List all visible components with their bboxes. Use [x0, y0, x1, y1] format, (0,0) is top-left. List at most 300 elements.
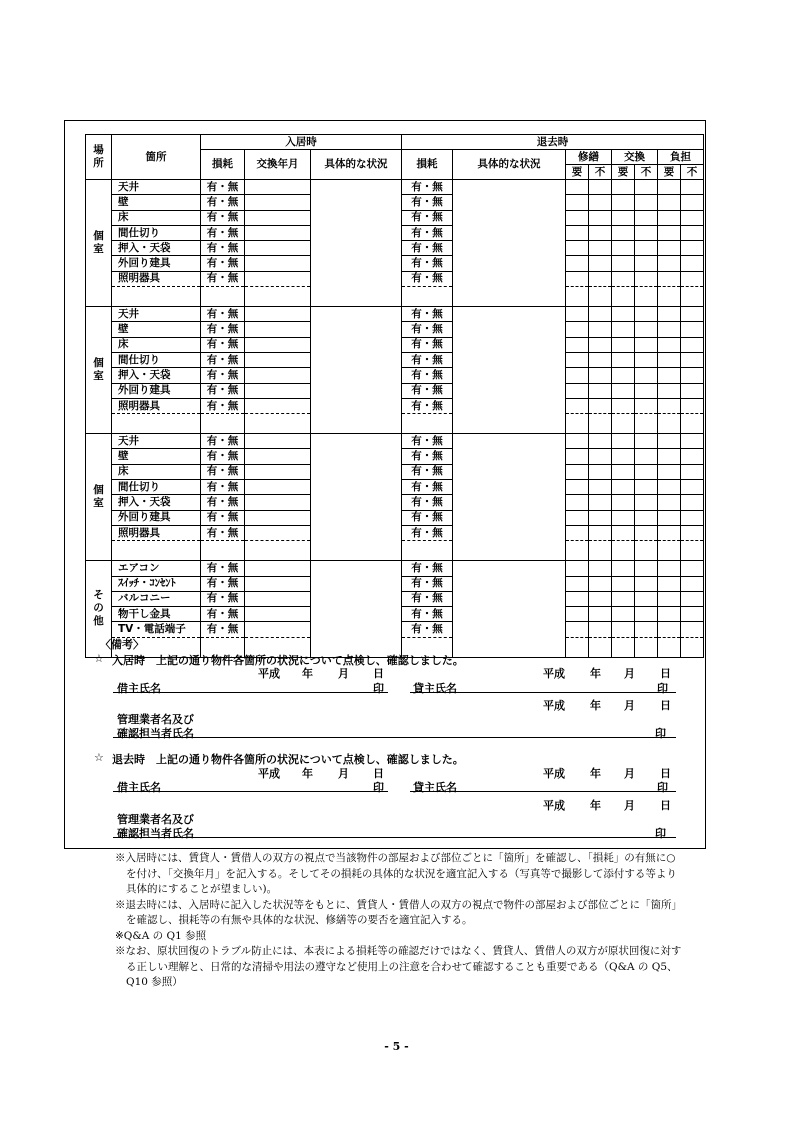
movein-damage: 有・無 [201, 591, 245, 606]
movein-damage: 有・無 [201, 271, 245, 286]
movein-tenant-line [113, 692, 388, 693]
item-name: バルコニー [112, 591, 201, 606]
check-cell [635, 195, 658, 210]
check-cell [589, 241, 612, 256]
movein-condition [311, 180, 402, 307]
check-cell [589, 449, 612, 464]
check-cell [681, 622, 704, 637]
item-name: 物干し金具 [112, 607, 201, 622]
replace-date [245, 591, 311, 606]
replace-date [245, 561, 311, 576]
moveout-damage: 有・無 [402, 271, 453, 286]
check-cell [658, 241, 681, 256]
check-cell [612, 241, 635, 256]
moveout-damage: 有・無 [402, 322, 453, 337]
moveout-damage: 有・無 [402, 383, 453, 398]
moveout-tenant-seal: 印 [373, 781, 384, 794]
check-cell [658, 525, 681, 540]
check-cell [635, 368, 658, 383]
moveout-landlord-day: 日 [660, 767, 671, 780]
moveout-damage [402, 541, 453, 561]
moveout-confirm-text: 退去時 上記の通り物件各箇所の状況について点検し、確認しました。 [112, 753, 464, 766]
check-cell [635, 495, 658, 510]
movein-damage: 有・無 [201, 322, 245, 337]
moveout-damage: 有・無 [402, 241, 453, 256]
item-name: 床 [112, 464, 201, 479]
table-row [86, 180, 704, 195]
check-cell [589, 271, 612, 286]
moveout-damage: 有・無 [402, 352, 453, 367]
moveout-damage: 有・無 [402, 510, 453, 525]
moveout-tenant-label: 借主氏名 [117, 781, 161, 794]
check-cell [635, 637, 658, 657]
check-cell [612, 607, 635, 622]
check-cell [658, 495, 681, 510]
header-movein-condition: 具体的な状況 [311, 150, 402, 180]
moveout-condition [453, 307, 566, 434]
replace-date [245, 510, 311, 525]
check-cell [681, 225, 704, 240]
check-cell [612, 464, 635, 479]
check-cell [566, 449, 589, 464]
replace-date [245, 414, 311, 434]
section-label-text: その他 [93, 589, 104, 628]
movein-damage [201, 414, 245, 434]
check-cell [681, 637, 704, 657]
header-exchange: 交換 [612, 150, 658, 165]
check-cell [681, 180, 704, 195]
movein-landlord-day: 日 [660, 667, 671, 680]
check-cell [635, 464, 658, 479]
check-cell [681, 210, 704, 225]
replace-date [245, 322, 311, 337]
check-cell [566, 241, 589, 256]
moveout-damage: 有・無 [402, 225, 453, 240]
check-cell [681, 561, 704, 576]
moveout-damage: 有・無 [402, 195, 453, 210]
check-cell [566, 352, 589, 367]
movein-manager-label-2: 確認担当者氏名 [117, 727, 194, 740]
check-cell [635, 256, 658, 271]
replace-date [245, 495, 311, 510]
check-cell [658, 383, 681, 398]
replace-date [245, 480, 311, 495]
check-cell [681, 510, 704, 525]
check-cell [635, 322, 658, 337]
moveout-tenant-era: 平成 [258, 767, 280, 780]
item-name: 外回り建具 [112, 256, 201, 271]
moveout-damage: 有・無 [402, 607, 453, 622]
movein-damage: 有・無 [201, 622, 245, 637]
movein-damage: 有・無 [201, 256, 245, 271]
table-body [86, 180, 704, 658]
check-cell [566, 464, 589, 479]
check-cell [681, 434, 704, 449]
star-icon: ☆ [94, 652, 104, 665]
check-cell [658, 287, 681, 307]
check-cell [589, 607, 612, 622]
check-cell [612, 637, 635, 657]
movein-manager-month: 月 [624, 699, 635, 712]
item-name: 照明器具 [112, 398, 201, 413]
moveout-damage: 有・無 [402, 495, 453, 510]
replace-date [245, 464, 311, 479]
check-cell [589, 322, 612, 337]
movein-damage: 有・無 [201, 464, 245, 479]
check-cell [681, 591, 704, 606]
check-cell [635, 241, 658, 256]
moveout-damage: 有・無 [402, 434, 453, 449]
check-cell [658, 607, 681, 622]
item-name: 天井 [112, 180, 201, 195]
item-name: エアコン [112, 561, 201, 576]
replace-date [245, 337, 311, 352]
check-cell [566, 256, 589, 271]
moveout-manager-label-1: 管理業者名及び [117, 813, 194, 826]
check-cell [658, 480, 681, 495]
check-cell [658, 591, 681, 606]
movein-damage: 有・無 [201, 561, 245, 576]
check-cell [658, 225, 681, 240]
check-cell [589, 637, 612, 657]
moveout-tenant-month: 月 [338, 767, 349, 780]
movein-landlord-seal: 印 [657, 682, 668, 695]
check-cell [589, 591, 612, 606]
check-cell [681, 576, 704, 591]
table-row [86, 434, 704, 449]
check-cell [681, 541, 704, 561]
check-cell [635, 271, 658, 286]
check-cell [658, 256, 681, 271]
replace-date [245, 307, 311, 322]
movein-damage: 有・無 [201, 525, 245, 540]
header-item: 箇所 [112, 135, 201, 180]
item-name: 間仕切り [112, 225, 201, 240]
moveout-tenant-line [113, 791, 388, 792]
moveout-damage [402, 287, 453, 307]
moveout-damage: 有・無 [402, 480, 453, 495]
check-cell [681, 368, 704, 383]
replace-date [245, 368, 311, 383]
check-cell [612, 449, 635, 464]
check-cell [681, 607, 704, 622]
movein-confirm-text: 入居時 上記の通り物件各箇所の状況について点検し、確認しました。 [112, 654, 464, 667]
check-cell [635, 414, 658, 434]
movein-manager-line [113, 737, 676, 738]
check-cell [566, 480, 589, 495]
check-cell [566, 591, 589, 606]
moveout-landlord-year: 年 [590, 767, 601, 780]
moveout-damage: 有・無 [402, 210, 453, 225]
movein-damage: 有・無 [201, 241, 245, 256]
movein-damage: 有・無 [201, 195, 245, 210]
replace-date [245, 256, 311, 271]
check-cell [566, 287, 589, 307]
moveout-damage: 有・無 [402, 449, 453, 464]
check-cell [612, 225, 635, 240]
movein-damage: 有・無 [201, 398, 245, 413]
moveout-manager-label-2: 確認担当者氏名 [117, 827, 194, 840]
movein-tenant-seal: 印 [373, 682, 384, 695]
footnote: ※退去時には、入居時に記入した状況等をもとに、賃貸人・賃借人の双方の視点で物件の部屋および部位ごとに「箇所」を確認し、損耗等の有無や具体的な状況、修繕等の要否を適宜記入する。 [115, 898, 682, 926]
check-cell [589, 495, 612, 510]
header-replace-date: 交換年月 [245, 150, 311, 180]
movein-damage: 有・無 [201, 607, 245, 622]
movein-manager-year: 年 [590, 699, 601, 712]
check-cell [589, 480, 612, 495]
movein-damage [201, 287, 245, 307]
moveout-damage: 有・無 [402, 591, 453, 606]
check-cell [681, 256, 704, 271]
moveout-damage: 有・無 [402, 622, 453, 637]
check-cell [589, 622, 612, 637]
section-label-text: 個室 [93, 484, 104, 510]
check-cell [566, 510, 589, 525]
check-cell [589, 414, 612, 434]
check-cell [681, 337, 704, 352]
check-cell [589, 510, 612, 525]
movein-manager-label-1: 管理業者名及び [117, 713, 194, 726]
movein-tenant-label: 借主氏名 [117, 682, 161, 695]
replace-date [245, 287, 311, 307]
moveout-damage: 有・無 [402, 525, 453, 540]
check-cell [566, 225, 589, 240]
inspection-table [85, 134, 704, 658]
moveout-damage: 有・無 [402, 307, 453, 322]
check-cell [635, 352, 658, 367]
item-name: 天井 [112, 434, 201, 449]
check-cell [635, 210, 658, 225]
moveout-landlord-month: 月 [624, 767, 635, 780]
check-cell [612, 414, 635, 434]
replace-date [245, 525, 311, 540]
section-label-text: 個室 [93, 357, 104, 383]
check-cell [635, 180, 658, 195]
header-moveout-damage: 損耗 [402, 150, 453, 180]
check-cell [612, 561, 635, 576]
item-name [112, 541, 201, 561]
replace-date [245, 398, 311, 413]
check-cell [612, 398, 635, 413]
check-cell [566, 525, 589, 540]
check-cell [635, 622, 658, 637]
moveout-landlord-seal: 印 [657, 781, 668, 794]
item-name: 照明器具 [112, 525, 201, 540]
header-burden: 負担 [658, 150, 704, 165]
moveout-condition [453, 180, 566, 307]
moveout-damage: 有・無 [402, 368, 453, 383]
moveout-tenant-year: 年 [302, 767, 313, 780]
check-cell [566, 195, 589, 210]
moveout-manager-month: 月 [624, 799, 635, 812]
item-name: 間仕切り [112, 480, 201, 495]
movein-damage: 有・無 [201, 337, 245, 352]
check-cell [658, 398, 681, 413]
moveout-damage: 有・無 [402, 464, 453, 479]
check-cell [658, 271, 681, 286]
header-burden-not: 不 [681, 165, 704, 180]
footnote: ※入居時には、賃貸人・賃借人の双方の視点で当該物件の部屋および部位ごとに「箇所」を確認し、「損耗」の有無に○を付け、「交換年月」を記入する。そしてその損耗の具体的な状況を適宜記入する（写真等で撮影して添付する等より具体的にすることが望ましい)。 [115, 852, 677, 895]
movein-damage [201, 541, 245, 561]
check-cell [681, 480, 704, 495]
movein-damage: 有・無 [201, 480, 245, 495]
movein-landlord-month: 月 [624, 667, 635, 680]
check-cell [566, 307, 589, 322]
check-cell [658, 180, 681, 195]
check-cell [635, 576, 658, 591]
replace-date [245, 271, 311, 286]
check-cell [589, 368, 612, 383]
replace-date [245, 541, 311, 561]
check-cell [566, 271, 589, 286]
replace-date [245, 576, 311, 591]
check-cell [566, 576, 589, 591]
check-cell [566, 180, 589, 195]
check-cell [612, 337, 635, 352]
movein-tenant-year: 年 [302, 667, 313, 680]
check-cell [658, 510, 681, 525]
table-row [86, 561, 704, 576]
replace-date [245, 434, 311, 449]
check-cell [658, 622, 681, 637]
movein-condition [311, 561, 402, 657]
check-cell [612, 525, 635, 540]
movein-damage: 有・無 [201, 510, 245, 525]
item-name: 外回り建具 [112, 510, 201, 525]
check-cell [566, 541, 589, 561]
check-cell [681, 495, 704, 510]
moveout-landlord-era: 平成 [543, 767, 565, 780]
movein-landlord-year: 年 [590, 667, 601, 680]
item-name: 床 [112, 210, 201, 225]
movein-damage: 有・無 [201, 449, 245, 464]
check-cell [635, 541, 658, 561]
check-cell [612, 307, 635, 322]
check-cell [635, 287, 658, 307]
replace-date [245, 352, 311, 367]
check-cell [612, 576, 635, 591]
check-cell [658, 541, 681, 561]
replace-date [245, 241, 311, 256]
moveout-manager-day: 日 [660, 799, 671, 812]
remarks-title: 〈備考〉 [100, 638, 144, 651]
check-cell [612, 322, 635, 337]
movein-damage: 有・無 [201, 307, 245, 322]
header-exchange-not: 不 [635, 165, 658, 180]
moveout-condition [453, 434, 566, 561]
check-cell [658, 368, 681, 383]
check-cell [612, 434, 635, 449]
check-cell [589, 576, 612, 591]
check-cell [612, 256, 635, 271]
check-cell [658, 414, 681, 434]
moveout-manager-line [113, 837, 676, 838]
moveout-damage [402, 414, 453, 434]
check-cell [635, 307, 658, 322]
section-label [86, 434, 112, 561]
check-cell [566, 607, 589, 622]
section-label-text: 個室 [93, 230, 104, 256]
check-cell [566, 322, 589, 337]
moveout-damage: 有・無 [402, 398, 453, 413]
item-name: 壁 [112, 449, 201, 464]
movein-damage: 有・無 [201, 495, 245, 510]
check-cell [612, 622, 635, 637]
movein-tenant-era: 平成 [258, 667, 280, 680]
item-name: 押入・天袋 [112, 241, 201, 256]
check-cell [589, 180, 612, 195]
check-cell [612, 287, 635, 307]
movein-damage: 有・無 [201, 368, 245, 383]
check-cell [589, 195, 612, 210]
check-cell [566, 622, 589, 637]
check-cell [635, 510, 658, 525]
header-burden-need: 要 [658, 165, 681, 180]
check-cell [589, 525, 612, 540]
check-cell [658, 561, 681, 576]
movein-manager-era: 平成 [543, 699, 565, 712]
moveout-tenant-day: 日 [373, 767, 384, 780]
item-name: 天井 [112, 307, 201, 322]
item-name [112, 414, 201, 434]
check-cell [681, 322, 704, 337]
movein-damage: 有・無 [201, 180, 245, 195]
check-cell [681, 307, 704, 322]
check-cell [612, 368, 635, 383]
item-name: 壁 [112, 195, 201, 210]
check-cell [612, 480, 635, 495]
check-cell [658, 434, 681, 449]
movein-damage: 有・無 [201, 576, 245, 591]
check-cell [681, 195, 704, 210]
header-moveout-condition: 具体的な状況 [453, 150, 566, 180]
moveout-damage: 有・無 [402, 576, 453, 591]
check-cell [635, 434, 658, 449]
check-cell [612, 195, 635, 210]
check-cell [589, 287, 612, 307]
check-cell [589, 210, 612, 225]
item-name: 外回り建具 [112, 383, 201, 398]
replace-date [245, 622, 311, 637]
item-name: 照明器具 [112, 271, 201, 286]
check-cell [589, 561, 612, 576]
check-cell [589, 541, 612, 561]
check-cell [681, 398, 704, 413]
section-label [86, 180, 112, 307]
header-moveout: 退去時 [402, 135, 704, 150]
movein-damage: 有・無 [201, 352, 245, 367]
check-cell [658, 307, 681, 322]
check-cell [658, 464, 681, 479]
check-cell [566, 434, 589, 449]
check-cell [658, 322, 681, 337]
check-cell [612, 383, 635, 398]
check-cell [681, 449, 704, 464]
header-place: 場所 [86, 135, 112, 180]
check-cell [658, 337, 681, 352]
check-cell [566, 495, 589, 510]
moveout-landlord-label: 貸主氏名 [413, 781, 457, 794]
check-cell [681, 414, 704, 434]
check-cell [658, 195, 681, 210]
footnotes [115, 851, 683, 991]
check-cell [589, 256, 612, 271]
table-row [86, 307, 704, 322]
footnote: ※なお、原状回復のトラブル防止には、本表による損耗等の確認だけではなく、賃貸人、賃借人の双方が原状回復に対する正しい理解と、日常的な清掃や用法の遵守など使用上の注意を合わせて確認することも重要である（Q&A の Q5、Q10 参照） [115, 945, 682, 988]
item-name: 壁 [112, 322, 201, 337]
header-repair-not: 不 [589, 165, 612, 180]
moveout-manager-year: 年 [590, 799, 601, 812]
